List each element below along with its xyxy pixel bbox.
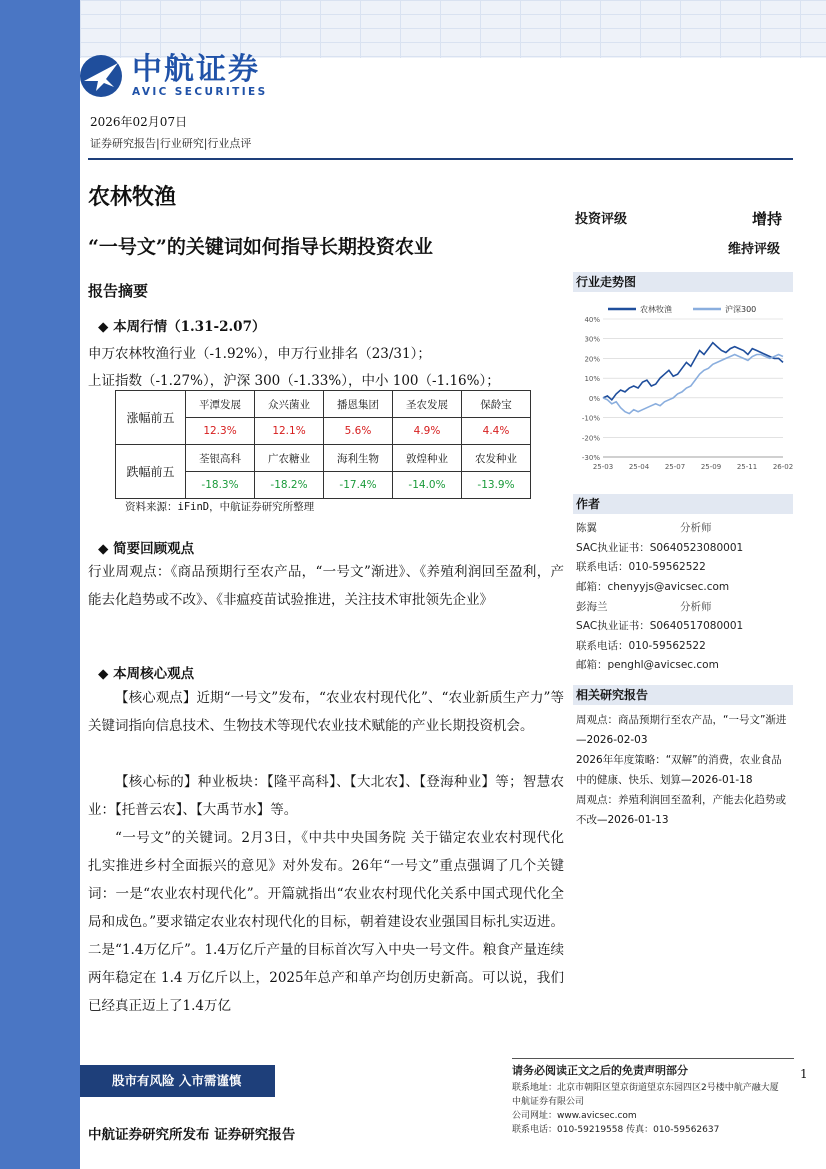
table-row <box>116 445 531 472</box>
gainer-name: 播恩集团 <box>324 391 393 418</box>
author2-name: 彭海兰 <box>576 601 608 613</box>
core-paragraph-3: “一号文”的关键词。2月3日，《中共中央国务院 关于锚定农业农村现代化 扎实推进乡村全面振兴的意见》对外发布。26年“一号文”重点强调了几个关键词：一是“农业农村现代化”。开篇就指出“农业农村现代化关系中国式现代化全局和成色。”要求锚定农业农村现代化的目标，朝着建设农业强国目标扎实迈进。二是“1.4万亿斤”。1.4万亿斤产量的目标首次写入中央一号文件。粮食产量连续两年稳定在 1.4 万亿斤以上，2025年总产和单产均创历史新高。可以说，我们已经真正迈上了1.4万亿 <box>88 830 564 1014</box>
diamond-bullet-icon: ◆ <box>98 666 114 682</box>
gainers-label: 涨幅前五 <box>116 391 186 445</box>
y-tick-label: 20% <box>584 355 600 364</box>
loser-pct: -13.9% <box>462 472 531 499</box>
summary-title: 报告摘要 <box>88 282 149 300</box>
y-tick-label: 10% <box>584 375 600 384</box>
weekly-index-line: 上证指数（-1.27%），沪深 300（-1.33%），中小 100（-1.16%）； <box>88 373 500 389</box>
y-tick-label: 30% <box>584 335 600 344</box>
authors-title: 作者 <box>573 494 793 514</box>
author2-phone: 联系电话：010-59562522 <box>576 640 706 652</box>
rating-label: 投资评级 <box>575 212 628 227</box>
gainer-pct: 12.3% <box>186 418 255 445</box>
related-report-link[interactable]: 2026年年度策略：“双解”的消费，农业食品中的健康、快乐、划算—2026-01-18 <box>576 754 782 786</box>
related-reports-title: 相关研究报告 <box>573 685 793 705</box>
loser-pct: -18.2% <box>255 472 324 499</box>
review-section-title <box>98 537 194 557</box>
losers-label: 跌幅前五 <box>116 445 186 499</box>
loser-pct: -17.4% <box>324 472 393 499</box>
x-tick-label: 25-11 <box>736 463 758 471</box>
weekly-title-text: 本周行情（1.31-2.07） <box>113 319 266 335</box>
disclaimer-box <box>512 1063 794 1137</box>
gainer-name: 保龄宝 <box>462 391 531 418</box>
diamond-bullet-icon: ◆ <box>98 319 114 335</box>
industry-trend-chart <box>573 297 794 479</box>
logo-english-name: AVIC SECURITIES <box>132 86 268 98</box>
logo-chinese-name: 中航证券 <box>132 52 260 87</box>
y-tick-label: 0% <box>588 394 600 403</box>
company-website[interactable]: 公司网址：www.avicsec.com <box>512 1111 637 1121</box>
diamond-bullet-icon: ◆ <box>98 541 114 557</box>
legend-label: 农林牧渔 <box>640 305 672 314</box>
series-line-0 <box>603 343 783 400</box>
publisher-line: 中航证券研究所发布 证券研究报告 <box>88 1127 296 1143</box>
related-report-link[interactable]: 周观点：商品预期行至农产品，“一号文”渐进—2026-02-03 <box>576 714 787 746</box>
gainer-pct: 12.1% <box>255 418 324 445</box>
loser-name: 农发种业 <box>462 445 531 472</box>
report-date: 2026年02月07日 <box>90 115 188 129</box>
loser-name: 荃银高科 <box>186 445 255 472</box>
gainer-name: 圣农发展 <box>393 391 462 418</box>
x-tick-label: 25-04 <box>628 463 650 471</box>
author1-name: 陈翼 <box>576 522 597 534</box>
author2-email[interactable]: 邮箱：penghl@avicsec.com <box>576 659 719 671</box>
disclaimer-divider <box>512 1058 794 1059</box>
gainer-pct: 4.9% <box>393 418 462 445</box>
x-tick-label: 25-07 <box>664 463 686 471</box>
table-row <box>116 391 531 418</box>
x-tick-label: 25-09 <box>700 463 722 471</box>
related-report-link[interactable]: 周观点：养殖利润回至盈利，产能去化趋势或不改—2026-01-13 <box>576 794 786 826</box>
report-type: 证券研究报告|行业研究|行业点评 <box>90 137 252 150</box>
author1-sac: SAC执业证书：S0640523080001 <box>576 542 744 554</box>
industry-title: 农林牧渔 <box>88 184 177 210</box>
author1-phone: 联系电话：010-59562522 <box>576 561 706 573</box>
gainer-pct: 4.4% <box>462 418 531 445</box>
company-logo <box>78 50 268 102</box>
report-headline: “一号文”的关键词如何指导长期投资农业 <box>88 236 433 258</box>
x-tick-label: 26-02 <box>772 463 794 471</box>
author1-title: 分析师 <box>680 522 712 534</box>
x-tick-label: 25-03 <box>592 463 614 471</box>
y-tick-label: -20% <box>581 434 600 443</box>
loser-name: 敦煌种业 <box>393 445 462 472</box>
table-source: 资料来源：iFinD，中航证券研究所整理 <box>125 501 315 513</box>
author1-email[interactable]: 邮箱：chenyyjs@avicsec.com <box>576 581 730 593</box>
core-paragraph-1: 【核心观点】近期“一号文”发布，“农业农村现代化”、“农业新质生产力”等关键词指向信息技术、生物技术等现代农业技术赋能的产业长期投资机会。 <box>88 690 564 734</box>
core-paragraph-2: 【核心标的】种业板块：【隆平高科】、【大北农】、【登海种业】等；智慧农业：【托普云农】、【大禹节水】等。 <box>88 774 564 818</box>
rating-value: 增持 <box>752 210 783 228</box>
legend-label: 沪深300 <box>725 305 757 314</box>
company-name: 中航证券有限公司 <box>512 1097 585 1107</box>
review-title-text: 简要回顾观点 <box>113 541 195 557</box>
loser-name: 海利生物 <box>324 445 393 472</box>
gainer-name: 众兴菌业 <box>255 391 324 418</box>
gainer-name: 平潭发展 <box>186 391 255 418</box>
core-title-text: 本周核心观点 <box>113 666 195 682</box>
header-divider <box>88 158 793 160</box>
loser-name: 广农糖业 <box>255 445 324 472</box>
rating-note: 维持评级 <box>728 242 781 257</box>
contact-address: 联系地址：北京市朝阳区望京街道望京东园四区2号楼中航产融大厦 <box>512 1083 779 1093</box>
loser-pct: -18.3% <box>186 472 255 499</box>
page-number: 1 <box>800 1067 808 1081</box>
plane-logo-icon <box>78 53 124 99</box>
core-section-title <box>98 662 194 682</box>
weekly-section-title <box>98 315 265 335</box>
performance-table <box>115 390 531 499</box>
trend-chart-title: 行业走势图 <box>573 272 793 292</box>
review-text: 行业周观点：《商品预期行至农产品，“一号文”渐进》、《养殖利润回至盈利，产能去化趋势或不改》、《非瘟疫苗试验推进，关注技术审批领先企业》 <box>88 564 564 608</box>
left-color-band <box>0 0 80 1169</box>
risk-warning-banner: 股市有风险 入市需谨慎 <box>80 1065 275 1097</box>
contact-phone: 联系电话：010-59219558 传真：010-59562637 <box>512 1125 720 1135</box>
author2-title: 分析师 <box>680 601 712 613</box>
y-tick-label: -30% <box>581 454 600 462</box>
loser-pct: -14.0% <box>393 472 462 499</box>
disclaimer-title: 请务必阅读正文之后的免责声明部分 <box>512 1064 688 1077</box>
weekly-industry-line: 申万农林牧渔行业（-1.92%），申万行业排名（23/31）； <box>88 346 431 362</box>
y-tick-label: -10% <box>581 414 600 423</box>
gainer-pct: 5.6% <box>324 418 393 445</box>
author2-sac: SAC执业证书：S0640517080001 <box>576 620 744 632</box>
y-tick-label: 40% <box>584 316 600 324</box>
